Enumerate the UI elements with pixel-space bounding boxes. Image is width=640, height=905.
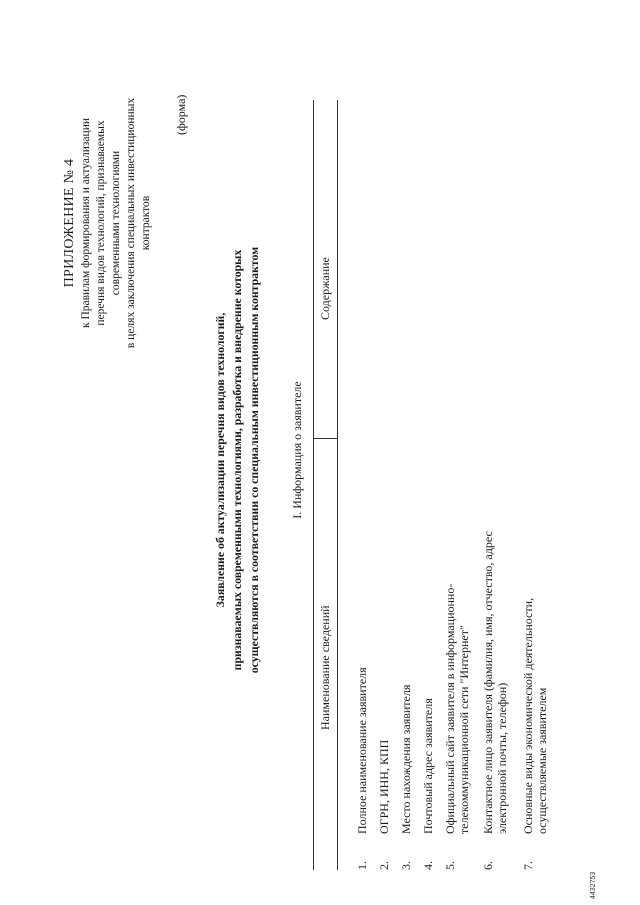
form-label: (форма) xyxy=(174,94,188,135)
row-number: 4. xyxy=(421,861,435,870)
column-header-content: Содержание xyxy=(318,257,332,320)
title-line: признаваемых современными технологиями, разработка и внедрение которых xyxy=(230,249,244,671)
section-title: I. Информация о заявителе xyxy=(290,381,304,519)
row-label: Место нахождения заявителя xyxy=(399,684,413,834)
table-column-divider xyxy=(313,438,337,439)
row-label: Почтовый адрес заявителя xyxy=(421,698,435,834)
column-header-name: Наименование сведений xyxy=(318,605,332,730)
table-top-border xyxy=(313,100,314,870)
appendix-line: к Правилам формирования и актуализации xyxy=(80,118,92,329)
appendix-header xyxy=(60,68,154,378)
appendix-line: современными технологиями xyxy=(110,150,122,296)
row-label: Контактное лицо заявителя (фамилия, имя, отчество, адрес xyxy=(481,531,495,834)
row-label: ОГРН, ИНН, КПП xyxy=(377,739,391,834)
appendix-line: контрактов xyxy=(140,195,152,251)
row-number: 3. xyxy=(399,861,413,870)
row-label: Официальный сайт заявителя в информационно- xyxy=(443,583,457,834)
appendix-title: ПРИЛОЖЕНИЕ № 4 xyxy=(62,158,77,288)
row-label: Полное наименование заявителя xyxy=(355,667,369,834)
row-number: 7. xyxy=(521,861,535,870)
row-label: телекоммуникационной сети "Интернет" xyxy=(457,625,471,834)
title-line: осуществляются в соответствии со специальным инвестиционным контрактом xyxy=(247,246,261,674)
row-label: электронной почты, телефон) xyxy=(495,682,509,834)
row-label: Основные виды экономической деятельности, xyxy=(521,597,535,834)
row-label: осуществляемые заявителем xyxy=(535,687,549,834)
appendix-line: перечня видов технологий, признаваемых xyxy=(95,120,107,326)
row-number: 5. xyxy=(443,861,457,870)
document-title xyxy=(212,155,263,765)
row-number: 1. xyxy=(355,861,369,870)
row-number: 6. xyxy=(481,861,495,870)
document-id: 4432753 xyxy=(590,871,597,899)
appendix-line: в целях заключения специальных инвестиционных xyxy=(125,97,137,349)
title-line: Заявление об актуализации перечня видов технологий, xyxy=(213,312,227,608)
table-header-border xyxy=(337,100,338,870)
row-number: 2. xyxy=(377,861,391,870)
